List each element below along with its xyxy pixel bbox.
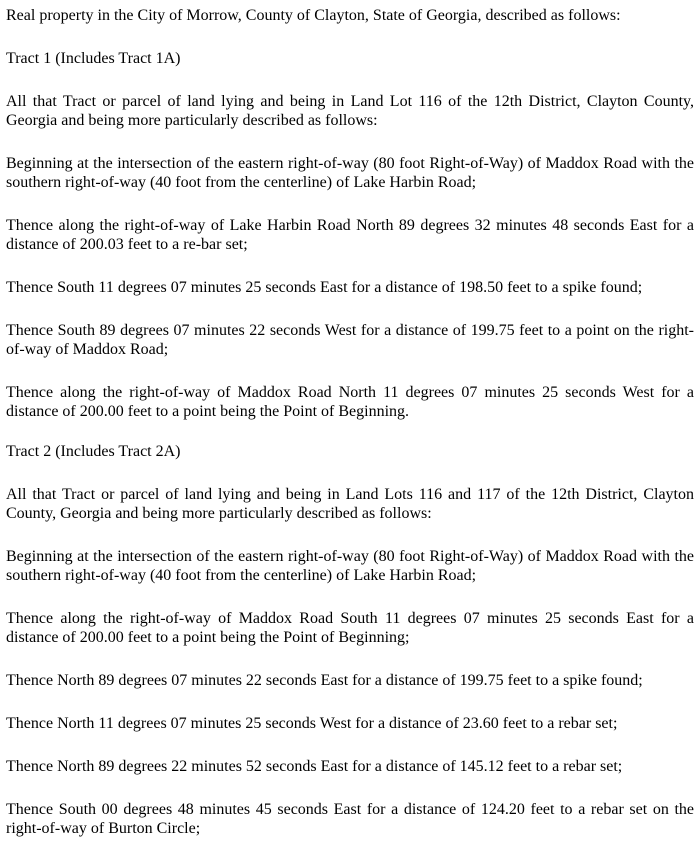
tract-2-heading: Tract 2 (Includes Tract 2A)	[6, 443, 181, 460]
tract-1-call-4: Thence along the right-of-way of Maddox Road North 11 degrees 07 minutes 25 seconds West for a distance of 200.00 feet to a point being the Point of Beginning.	[6, 384, 694, 420]
tract-2-call-1: Thence along the right-of-way of Maddox Road South 11 degrees 07 minutes 25 seconds East for a distance of 200.00 feet to a point being the Point of Beginning;	[6, 610, 694, 646]
tract-1-call-2: Thence South 11 degrees 07 minutes 25 seconds East for a distance of 198.50 feet to a spike found;	[6, 279, 643, 296]
tract-1-call-3: Thence South 89 degrees 07 minutes 22 seconds West for a distance of 199.75 feet to a point on the right-of-way of Maddox Road;	[6, 322, 694, 358]
tract-1-heading: Tract 1 (Includes Tract 1A)	[6, 50, 181, 67]
tract-1-land-lot-paragraph: All that Tract or parcel of land lying and being in Land Lot 116 of the 12th District, Clayton County, Georgia and being more particularly described as follows:	[6, 93, 694, 129]
tract-2-call-2: Thence North 89 degrees 07 minutes 22 seconds East for a distance of 199.75 feet to a spike found;	[6, 672, 643, 689]
tract-2-call-5: Thence South 00 degrees 48 minutes 45 seconds East for a distance of 124.20 feet to a rebar set on the right-of-way of Burton Circle;	[6, 801, 694, 837]
tract-2-call-3: Thence North 11 degrees 07 minutes 25 seconds West for a distance of 23.60 feet to a rebar set;	[6, 715, 618, 732]
intro-paragraph: Real property in the City of Morrow, County of Clayton, State of Georgia, described as follows:	[6, 7, 621, 24]
tract-2-beginning-paragraph: Beginning at the intersection of the eastern right-of-way (80 foot Right-of-Way) of Maddox Road with the southern right-of-way (40 foot from the centerline) of Lake Harbin Road;	[6, 548, 694, 584]
tract-2-call-4: Thence North 89 degrees 22 minutes 52 seconds East for a distance of 145.12 feet to a rebar set;	[6, 758, 623, 775]
tract-1-beginning-paragraph: Beginning at the intersection of the eastern right-of-way (80 foot Right-of-Way) of Maddox Road with the southern right-of-way (40 foot from the centerline) of Lake Harbin Road;	[6, 155, 694, 191]
tract-1-call-1: Thence along the right-of-way of Lake Harbin Road North 89 degrees 32 minutes 48 seconds East for a distance of 200.03 feet to a re-bar set;	[6, 217, 694, 253]
tract-2-land-lot-paragraph: All that Tract or parcel of land lying and being in Land Lots 116 and 117 of the 12th District, Clayton County, Georgia and being more particularly described as follows:	[6, 486, 694, 522]
